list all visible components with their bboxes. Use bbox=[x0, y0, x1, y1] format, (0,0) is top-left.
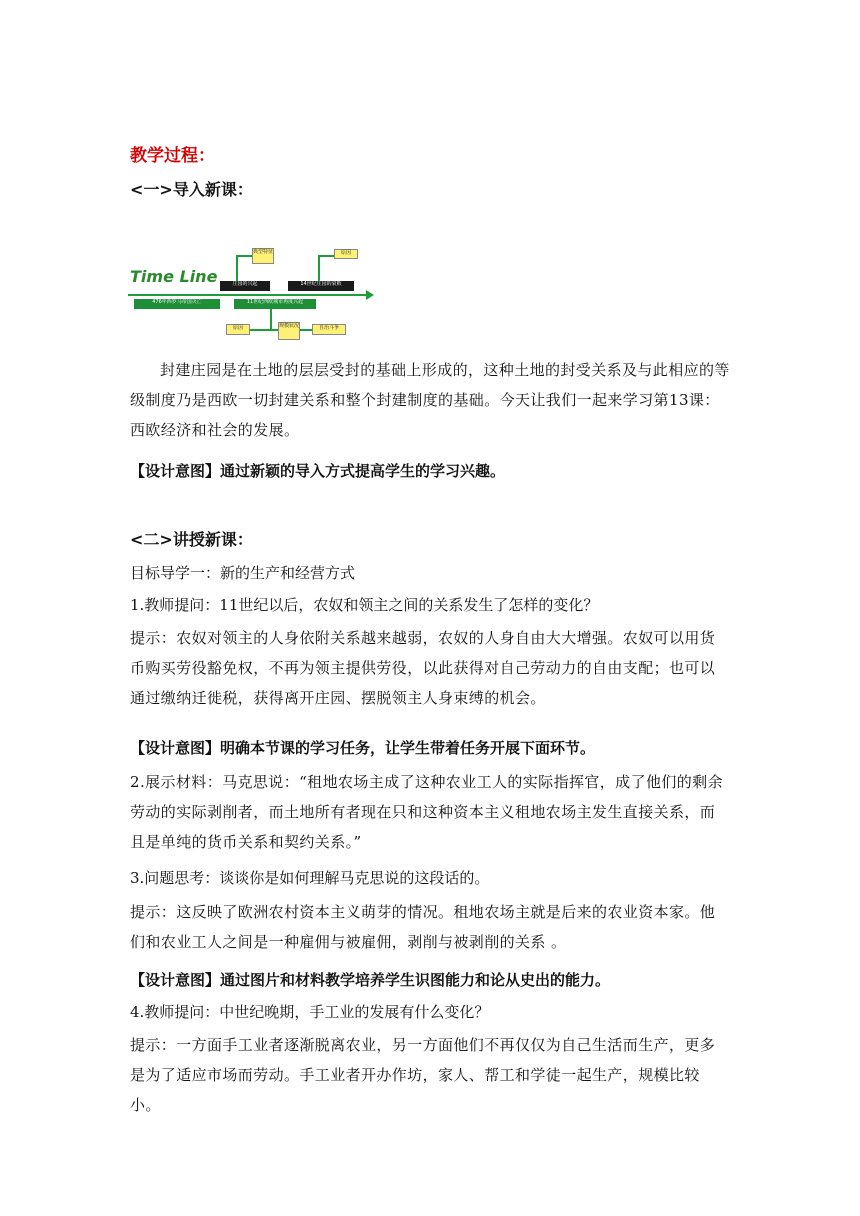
teaching-process-heading: 教学过程： bbox=[130, 146, 215, 166]
design-intent-1: 【设计意图】通过新颖的导入方式提高学生的学习兴趣。 bbox=[130, 462, 506, 480]
material-2: 2.展示材料：马克思说：“租地农场主成了这种农业工人的实际指挥官，成了他们的剩余劳动的实际剥削者，而土地所有者现在只和这种资本主义租地农场主发生直接关系，而且是单纯的货币关系和契约关系。” bbox=[130, 773, 723, 851]
fall-box: 476年西罗马帝国灭亡 bbox=[134, 299, 220, 309]
timeline-axis bbox=[128, 294, 368, 296]
design-intent-3: 【设计意图】通过图片和材料教学培养学生识图能力和论从史出的能力。 bbox=[130, 971, 611, 989]
question-3: 3.问题思考：谈谈你是如何理解马克思说的这段话的。 bbox=[130, 869, 490, 887]
feature-box: 典型特征 bbox=[252, 248, 274, 264]
connector bbox=[270, 307, 272, 331]
goal-1: 目标导学一：新的生产和经营方式 bbox=[130, 564, 356, 582]
timeline-figure bbox=[128, 245, 374, 343]
cause-bottom-box: 原因 bbox=[226, 324, 250, 335]
intro-paragraph: 封建庄园是在土地的层层受封的基础上形成的，这种土地的封受关系及与此相应的等级制度乃是西欧一切封建关系和整个封建制度的基础。今天让我们一起来学习第13课：西欧经济和社会的发展。 bbox=[130, 361, 730, 439]
hint-4: 提示：一方面手工业者逐渐脱离农业，另一方面他们不再仅仅为自己生活而生产，更多是为了适应市场而劳动。手工业者开办作坊，家人、帮工和学徒一起生产，规模比较小。 bbox=[130, 1036, 716, 1114]
connector bbox=[318, 255, 334, 257]
question-1: 1.教师提问：11世纪以后，农奴和领主之间的关系发生了怎样的变化？ bbox=[130, 596, 599, 614]
timeline-title: Time Line bbox=[130, 267, 218, 286]
section-intro-heading: <一>导入新课： bbox=[130, 180, 253, 199]
connector bbox=[236, 255, 252, 257]
connector bbox=[318, 255, 320, 283]
cities-box: 11世纪西欧城市再度兴起 bbox=[234, 299, 316, 309]
section-teaching-heading: <二>讲授新课： bbox=[130, 530, 253, 549]
hint-1: 提示：农奴对领主的人身依附关系越来越弱，农奴的人身自由大大增强。农奴可以用货币购买劳役豁免权，不再为领主提供劳役，以此获得对自己劳动力的自由支配；也可以通过缴纳迁徙税，获得离开庄园、摆脱领主人身束缚的机会。 bbox=[130, 629, 716, 707]
rise-box: 庄园的兴起 bbox=[220, 281, 270, 291]
question-4: 4.教师提问：中世纪晚期，手工业的发展有什么变化？ bbox=[130, 1003, 490, 1021]
struggle-box: 自治斗争 bbox=[312, 324, 346, 335]
scale-box: 规模状况 bbox=[278, 322, 300, 340]
hint-3: 提示：这反映了欧洲农村资本主义萌芽的情况。租地农场主就是后来的农业资本家。他们和农业工人之间是一种雇佣与被雇佣，剥削与被剥削的关系 。 bbox=[130, 903, 716, 951]
design-intent-2: 【设计意图】明确本节课的学习任务，让学生带着任务开展下面环节。 bbox=[130, 739, 596, 757]
cause-top-box: 原因 bbox=[334, 249, 358, 259]
decline-box: 14世纪庄园的衰败 bbox=[288, 281, 354, 291]
connector bbox=[236, 255, 238, 283]
timeline-arrow-icon bbox=[366, 290, 374, 300]
